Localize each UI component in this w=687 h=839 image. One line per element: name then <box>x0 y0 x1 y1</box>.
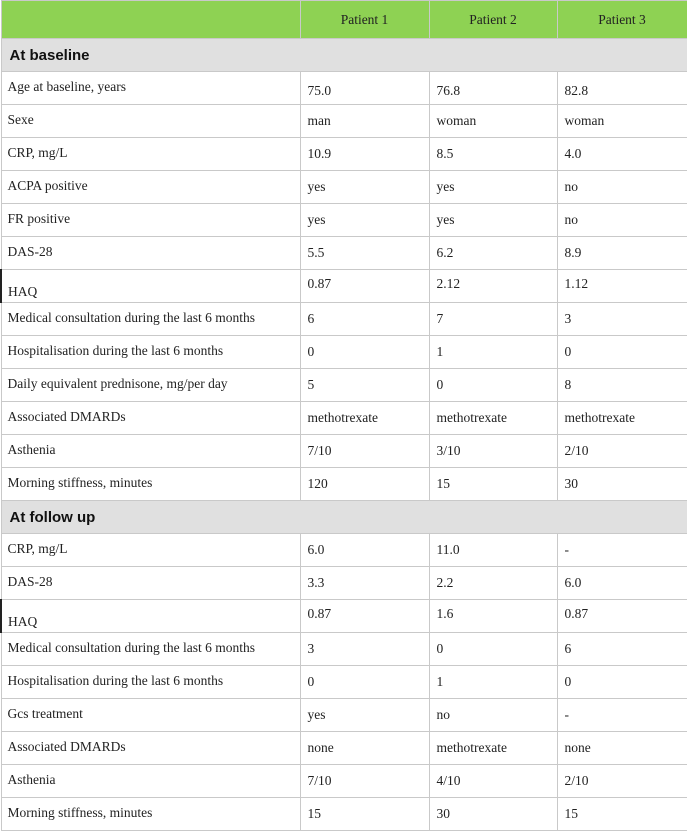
cell-patient-2: 8.5 <box>429 138 557 171</box>
cell-patient-3: 15 <box>557 798 687 831</box>
cell-patient-3: 82.8 <box>557 72 687 105</box>
row-label: Sexe <box>1 105 300 138</box>
table-row <box>1 270 687 303</box>
cell-patient-3: no <box>557 171 687 204</box>
cell-patient-1: 10.9 <box>300 138 429 171</box>
table-row <box>1 303 687 336</box>
cell-patient-2: 2.2 <box>429 567 557 600</box>
cell-patient-1: 0 <box>300 666 429 699</box>
cell-patient-3: no <box>557 204 687 237</box>
cell-patient-2: 0 <box>429 369 557 402</box>
cell-patient-2: 2.12 <box>429 270 557 303</box>
cell-patient-3: woman <box>557 105 687 138</box>
cell-patient-3: 0 <box>557 666 687 699</box>
row-label: DAS-28 <box>1 567 300 600</box>
table-row <box>1 204 687 237</box>
cell-patient-3: 6.0 <box>557 567 687 600</box>
cell-patient-2: 1 <box>429 336 557 369</box>
header-patient-3: Patient 3 <box>557 1 687 39</box>
section-header-row <box>1 501 687 534</box>
cell-patient-1: 5 <box>300 369 429 402</box>
cell-patient-3: methotrexate <box>557 402 687 435</box>
cell-patient-3: 0.87 <box>557 600 687 633</box>
row-label: Age at baseline, years <box>1 72 300 105</box>
header-patient-1: Patient 1 <box>300 1 429 39</box>
cell-patient-2: 76.8 <box>429 72 557 105</box>
header-blank-cell <box>1 1 300 39</box>
cell-patient-3: 3 <box>557 303 687 336</box>
cell-patient-1: man <box>300 105 429 138</box>
cell-patient-1: yes <box>300 204 429 237</box>
cell-patient-3: 8 <box>557 369 687 402</box>
cell-patient-2: methotrexate <box>429 732 557 765</box>
cell-patient-3: 8.9 <box>557 237 687 270</box>
cell-patient-2: methotrexate <box>429 402 557 435</box>
row-label: HAQ <box>1 270 300 303</box>
cell-patient-2: 0 <box>429 633 557 666</box>
table-row <box>1 171 687 204</box>
table-header-row <box>1 1 687 39</box>
cell-patient-2: yes <box>429 204 557 237</box>
cell-patient-3: 2/10 <box>557 765 687 798</box>
cell-patient-1: 0 <box>300 336 429 369</box>
cell-patient-1: 0.87 <box>300 600 429 633</box>
cell-patient-3: 1.12 <box>557 270 687 303</box>
row-label: DAS-28 <box>1 237 300 270</box>
cell-patient-2: 15 <box>429 468 557 501</box>
row-label: Gcs treatment <box>1 699 300 732</box>
table-row <box>1 534 687 567</box>
cell-patient-3: - <box>557 699 687 732</box>
table-row <box>1 336 687 369</box>
cell-patient-1: 7/10 <box>300 765 429 798</box>
header-patient-2: Patient 2 <box>429 1 557 39</box>
cell-patient-3: 4.0 <box>557 138 687 171</box>
cell-patient-3: 6 <box>557 633 687 666</box>
row-label: Asthenia <box>1 435 300 468</box>
row-label: FR positive <box>1 204 300 237</box>
cell-patient-2: 4/10 <box>429 765 557 798</box>
table-row <box>1 633 687 666</box>
row-label: CRP, mg/L <box>1 534 300 567</box>
table-row <box>1 699 687 732</box>
cell-patient-2: 6.2 <box>429 237 557 270</box>
table-row <box>1 402 687 435</box>
cell-patient-3: - <box>557 534 687 567</box>
row-label: Daily equivalent prednisone, mg/per day <box>1 369 300 402</box>
section-title: At baseline <box>1 39 687 72</box>
table-row <box>1 72 687 105</box>
cell-patient-1: 3.3 <box>300 567 429 600</box>
cell-patient-1: 6.0 <box>300 534 429 567</box>
table-row <box>1 237 687 270</box>
cell-patient-1: 3 <box>300 633 429 666</box>
table-row <box>1 369 687 402</box>
cell-patient-2: 3/10 <box>429 435 557 468</box>
row-label: HAQ <box>1 600 300 633</box>
row-label: CRP, mg/L <box>1 138 300 171</box>
table-row <box>1 765 687 798</box>
table-row <box>1 567 687 600</box>
row-label: Morning stiffness, minutes <box>1 468 300 501</box>
row-label: Asthenia <box>1 765 300 798</box>
cell-patient-2: yes <box>429 171 557 204</box>
table-row <box>1 138 687 171</box>
cell-patient-1: yes <box>300 699 429 732</box>
row-label: Hospitalisation during the last 6 months <box>1 336 300 369</box>
cell-patient-2: 30 <box>429 798 557 831</box>
cell-patient-3: none <box>557 732 687 765</box>
cell-patient-3: 2/10 <box>557 435 687 468</box>
cell-patient-1: 6 <box>300 303 429 336</box>
cell-patient-3: 30 <box>557 468 687 501</box>
cell-patient-1: methotrexate <box>300 402 429 435</box>
cell-patient-1: 0.87 <box>300 270 429 303</box>
table-row <box>1 600 687 633</box>
row-label: Medical consultation during the last 6 months <box>1 303 300 336</box>
table-body <box>1 39 687 831</box>
cell-patient-2: 1 <box>429 666 557 699</box>
table-row <box>1 435 687 468</box>
row-label: Associated DMARDs <box>1 732 300 765</box>
row-label: Associated DMARDs <box>1 402 300 435</box>
table-row <box>1 468 687 501</box>
cell-patient-2: 1.6 <box>429 600 557 633</box>
cell-patient-1: yes <box>300 171 429 204</box>
section-header-row <box>1 39 687 72</box>
cell-patient-2: 11.0 <box>429 534 557 567</box>
table-row <box>1 798 687 831</box>
cell-patient-2: 7 <box>429 303 557 336</box>
table-row <box>1 666 687 699</box>
table-row <box>1 105 687 138</box>
row-label: Hospitalisation during the last 6 months <box>1 666 300 699</box>
cell-patient-1: 5.5 <box>300 237 429 270</box>
cell-patient-1: 7/10 <box>300 435 429 468</box>
cell-patient-1: 15 <box>300 798 429 831</box>
row-label: ACPA positive <box>1 171 300 204</box>
cell-patient-1: none <box>300 732 429 765</box>
cell-patient-1: 75.0 <box>300 72 429 105</box>
cell-patient-2: no <box>429 699 557 732</box>
table-row <box>1 732 687 765</box>
cell-patient-2: woman <box>429 105 557 138</box>
section-title: At follow up <box>1 501 687 534</box>
cell-patient-3: 0 <box>557 336 687 369</box>
row-label: Morning stiffness, minutes <box>1 798 300 831</box>
cell-patient-1: 120 <box>300 468 429 501</box>
row-label: Medical consultation during the last 6 months <box>1 633 300 666</box>
